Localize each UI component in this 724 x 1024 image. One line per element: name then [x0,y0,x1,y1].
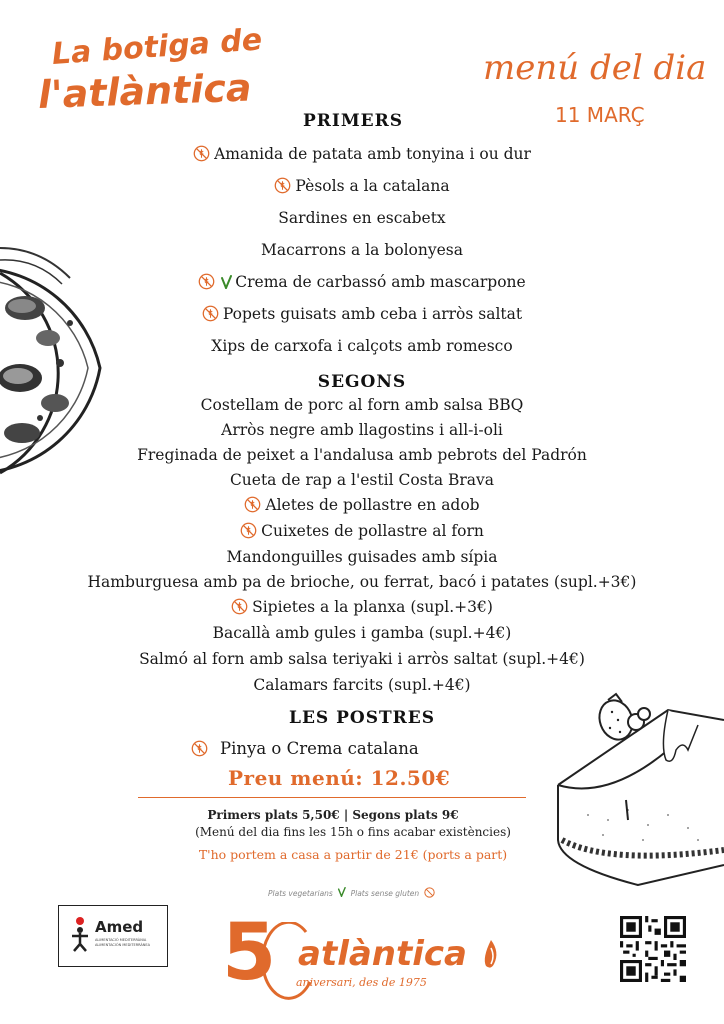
segons-item [0,548,724,566]
primers-item-label: Sardines en escabetx [278,209,446,227]
gluten-free-icon [240,522,257,539]
flame-icon [480,938,502,972]
segons-item-label: Cueta de rap a l'estil Costa Brava [229,471,495,489]
section-title-segons: SEGONS [317,372,407,392]
segons-item [0,496,724,514]
segons-item-label: Costellam de porc al forn amb salsa BBQ [200,396,524,414]
segons-item [0,624,724,642]
segons-item-label: Sipietes a la planxa (supl.+3€) [252,598,493,616]
gluten-free-icon [198,273,215,290]
primers-item-label: Crema de carbassó amb mascarpone [235,273,526,291]
primers-item-label: Xips de carxofa i calçots amb romesco [211,337,513,355]
gluten-free-icon [191,740,208,757]
segons-item [0,396,724,414]
legend [268,887,435,898]
segons-item-label: Salmó al forn amb salsa teriyaki i arròs saltat (supl.+4€) [139,650,585,668]
section-title-primers: PRIMERS [303,111,404,131]
segons-item-label: Cuixetes de pollastre al forn [261,522,484,540]
delivery-note: T'ho portem a casa a partir de 21€ (ports a part) [198,847,508,862]
segons-item-label: Bacallà amb gules i gamba (supl.+4€) [212,624,512,642]
amed-figure-icon [69,916,91,952]
primers-item [0,305,724,323]
legend-vegetarian-label: Plats vegetarians [268,889,333,898]
segons-item [0,676,724,694]
vegetarian-icon [220,275,232,289]
anniversary-subtitle: aniversari, des de 1975 [296,976,427,989]
amed-sub-2: ALIMENTACIÓN MEDITERRÁNEA [95,943,151,947]
segons-item-label: Mandonguilles guisades amb sípia [226,548,498,566]
primers-item [0,145,724,163]
primers-item [0,177,724,195]
brand-line-2: l'atlàntica [37,65,253,117]
gluten-free-icon [244,496,261,513]
segons-item-label: Aletes de pollastre en adob [265,496,480,514]
postres-item-label: Pinya o Crema catalana [220,739,419,758]
amed-name: Amed [95,918,144,936]
qr-code [620,916,686,982]
primers-item-label: Pèsols a la catalana [295,177,450,195]
segons-item [0,598,724,616]
gluten-free-icon [424,887,435,898]
gluten-free-icon [231,598,248,615]
vegetarian-icon [337,887,346,897]
menu-title: menú del dia [483,48,707,88]
price-detail: Primers plats 5,50€ | Segons plats 9€ [207,808,459,822]
anniversary-logo [222,908,512,1014]
menu-price: Preu menú: 12.50€ [228,766,451,790]
segons-item [0,573,724,591]
primers-item-label: Amanida de patata amb tonyina i ou dur [214,145,531,163]
primers-item [0,209,724,227]
primers-item-label: Popets guisats amb ceba i arròs saltat [222,305,523,323]
price-note: (Menú del dia fins les 15h o fins acabar existències) [195,825,511,839]
anniversary-brand: atlàntica [298,934,468,974]
section-title-postres: LES POSTRES [289,708,435,728]
postres-item [191,739,419,758]
anniversary-number: 5 [222,908,277,998]
segons-item-label: Calamars farcits (supl.+4€) [253,676,471,694]
segons-item [0,522,724,540]
menu-date: 11 MARÇ [555,103,645,127]
primers-item-label: Macarrons a la bolonyesa [261,241,463,259]
segons-item [0,421,724,439]
segons-item [0,650,724,668]
segons-item-label: Freginada de peixet a l'andalusa amb pebrots del Padrón [137,446,587,464]
segons-item [0,471,724,489]
segons-item [0,446,724,464]
segons-item-label: Arròs negre amb llagostins i all-i-oli [221,421,503,439]
brand-logo [37,22,292,118]
gluten-free-icon [202,305,219,322]
brand-line-1: La botiga de [50,22,264,72]
amed-logo [58,905,168,967]
primers-item [0,241,724,259]
segons-item-label: Hamburguesa amb pa de brioche, ou ferrat, bacó i patates (supl.+3€) [87,573,637,591]
primers-item [0,337,724,355]
legend-gluten-free-label: Plats sense gluten [350,889,420,898]
price-divider [138,797,526,798]
gluten-free-icon [193,145,210,162]
primers-item [0,273,724,291]
amed-sub-1: ALIMENTACIÓ MEDITERRÀNIA [95,938,147,942]
gluten-free-icon [274,177,291,194]
